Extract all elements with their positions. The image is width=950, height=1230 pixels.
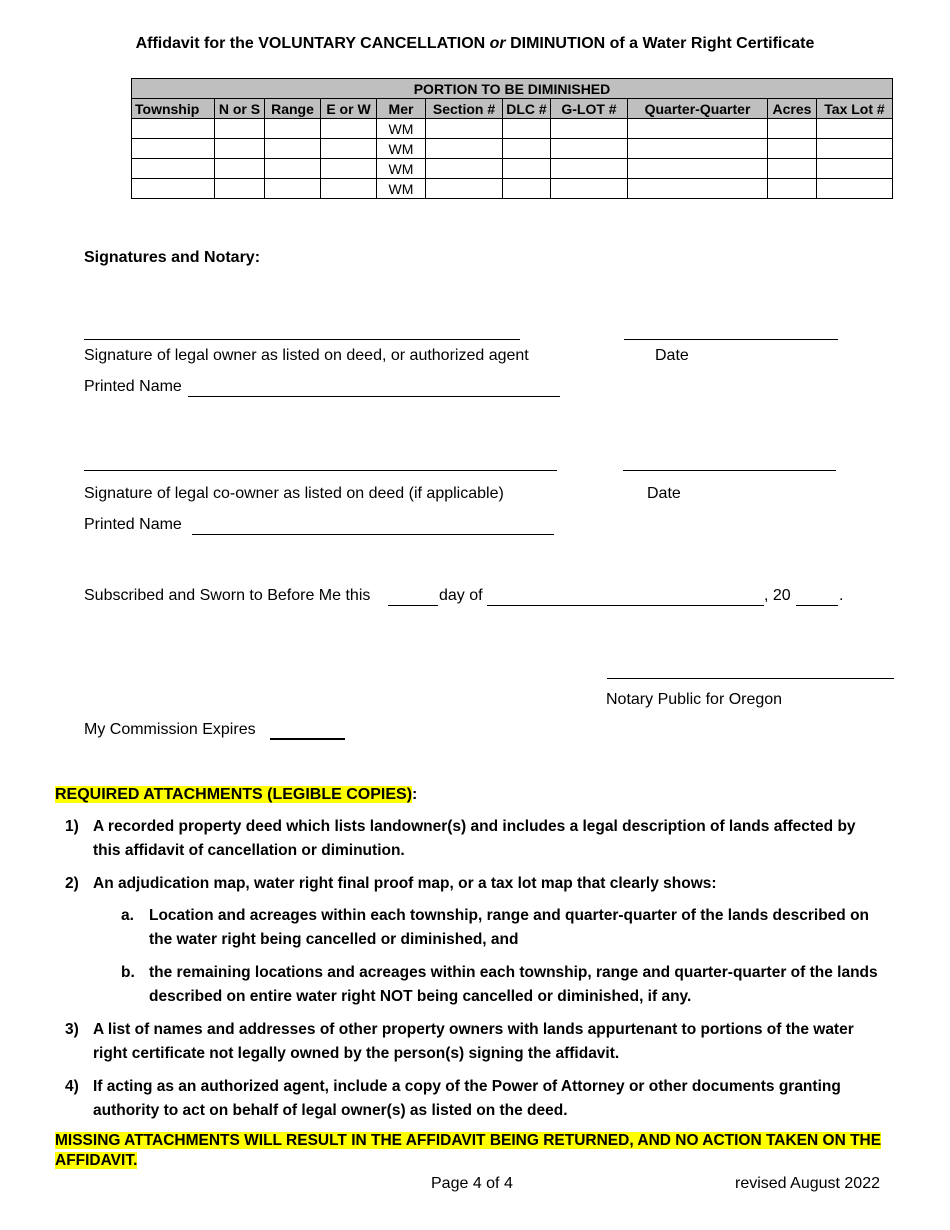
cell-quarter-quarter[interactable] — [628, 179, 768, 199]
sworn-day-line[interactable] — [388, 605, 438, 606]
cell-tax-lot[interactable] — [817, 179, 893, 199]
list-item: b. the remaining locations and acreages within each township, range and quarter-quarter of the lands described on entire water right NOT being cancelled or diminished, if any. — [121, 964, 878, 1005]
coowner-date-line[interactable] — [623, 470, 836, 471]
attachments-list — [55, 815, 885, 1132]
table-row — [132, 159, 893, 179]
cell-n-or-s[interactable] — [215, 119, 265, 139]
coowner-date-label: Date — [647, 485, 681, 502]
coowner-printed-name-line[interactable] — [192, 534, 554, 535]
cell-n-or-s[interactable] — [215, 159, 265, 179]
cell-township[interactable] — [132, 119, 215, 139]
page-number: Page 4 of 4 — [431, 1175, 513, 1192]
col-mer: Mer — [377, 99, 426, 119]
cell-quarter-quarter[interactable] — [628, 159, 768, 179]
sworn-day-of: day of — [439, 587, 483, 604]
cell-range[interactable] — [265, 139, 321, 159]
cell-range[interactable] — [265, 119, 321, 139]
signatures-heading: Signatures and Notary: — [84, 249, 261, 266]
col-range: Range — [265, 99, 321, 119]
cell-mer: WM — [377, 179, 426, 199]
col-quarter-quarter: Quarter-Quarter — [628, 99, 768, 119]
portion-table — [131, 78, 893, 199]
col-acres: Acres — [768, 99, 817, 119]
cell-glot[interactable] — [551, 179, 628, 199]
cell-mer: WM — [377, 159, 426, 179]
col-tax-lot: Tax Lot # — [817, 99, 893, 119]
col-n-or-s: N or S — [215, 99, 265, 119]
coowner-signature-line[interactable] — [84, 470, 557, 471]
sworn-text: Subscribed and Sworn to Before Me this — [84, 587, 371, 604]
owner-date-label: Date — [655, 347, 689, 364]
cell-acres[interactable] — [768, 139, 817, 159]
cell-e-or-w[interactable] — [321, 119, 377, 139]
cell-township[interactable] — [132, 159, 215, 179]
table-caption: PORTION TO BE DIMINISHED — [132, 79, 893, 99]
sworn-period: . — [839, 587, 844, 604]
sworn-year-label: , 20 — [764, 587, 791, 604]
list-item: 2) An adjudication map, water right final proof map, or a tax lot map that clearly shows: a. Location and acreages within each township, range and quarter-quarter of the lands described on the water right being cancelled or diminished, and b. the remaining locations and acreages within each township, range and quarter-quarter of the lands described on entire water right NOT being cancelled or diminished, if any. — [55, 872, 885, 1009]
cell-glot[interactable] — [551, 119, 628, 139]
cell-glot[interactable] — [551, 139, 628, 159]
document-title: Affidavit for the VOLUNTARY CANCELLATION or DIMINUTION of a Water Right Certificate — [135, 35, 815, 52]
col-township: Township — [132, 99, 215, 119]
cell-section[interactable] — [426, 179, 503, 199]
cell-mer: WM — [377, 139, 426, 159]
owner-date-line[interactable] — [624, 339, 838, 340]
table-row — [132, 119, 893, 139]
commission-line[interactable] — [270, 738, 345, 740]
missing-attachments-warning: MISSING ATTACHMENTS WILL RESULT IN THE AFFIDAVIT BEING RETURNED, AND NO ACTION TAKEN ON THE AFFIDAVIT. — [55, 1132, 882, 1169]
cell-section[interactable] — [426, 119, 503, 139]
revision-date: revised August 2022 — [735, 1175, 880, 1192]
notary-signature-line[interactable] — [607, 678, 894, 679]
coowner-signature-label: Signature of legal co-owner as listed on deed (if applicable) — [84, 485, 504, 502]
cell-e-or-w[interactable] — [321, 139, 377, 159]
table-row — [132, 179, 893, 199]
cell-township[interactable] — [132, 139, 215, 159]
cell-tax-lot[interactable] — [817, 159, 893, 179]
cell-dlc[interactable] — [503, 139, 551, 159]
col-dlc: DLC # — [503, 99, 551, 119]
cell-dlc[interactable] — [503, 119, 551, 139]
cell-range[interactable] — [265, 159, 321, 179]
cell-acres[interactable] — [768, 159, 817, 179]
cell-acres[interactable] — [768, 179, 817, 199]
table-row — [132, 139, 893, 159]
cell-section[interactable] — [426, 139, 503, 159]
cell-dlc[interactable] — [503, 179, 551, 199]
owner-signature-line[interactable] — [84, 339, 520, 340]
owner-printed-name-label: Printed Name — [84, 378, 182, 395]
list-item: 4) If acting as an authorized agent, include a copy of the Power of Attorney or other documents granting authority to act on behalf of legal owner(s) as listed on the deed. — [65, 1078, 841, 1119]
cell-quarter-quarter[interactable] — [628, 119, 768, 139]
list-item: 3) A list of names and addresses of other property owners with lands appurtenant to portions of the water right certificate not legally owned by the person(s) signing the affidavit. — [65, 1021, 854, 1062]
commission-label: My Commission Expires — [84, 721, 256, 738]
cell-e-or-w[interactable] — [321, 179, 377, 199]
sworn-month-line[interactable] — [487, 605, 764, 606]
notary-label: Notary Public for Oregon — [606, 691, 783, 708]
col-glot: G-LOT # — [551, 99, 628, 119]
list-item: 1) A recorded property deed which lists landowner(s) and includes a legal description of lands affected by this affidavit of cancellation or diminution. — [65, 818, 856, 859]
cell-tax-lot[interactable] — [817, 119, 893, 139]
sworn-year-line[interactable] — [796, 605, 838, 606]
cell-mer: WM — [377, 119, 426, 139]
coowner-printed-name-label: Printed Name — [84, 516, 182, 533]
owner-printed-name-line[interactable] — [188, 396, 560, 397]
col-e-or-w: E or W — [321, 99, 377, 119]
cell-tax-lot[interactable] — [817, 139, 893, 159]
cell-acres[interactable] — [768, 119, 817, 139]
table-header-row — [132, 99, 893, 119]
cell-township[interactable] — [132, 179, 215, 199]
list-item: a. Location and acreages within each township, range and quarter-quarter of the lands described on the water right being cancelled or diminished, and — [121, 907, 870, 948]
cell-section[interactable] — [426, 159, 503, 179]
cell-glot[interactable] — [551, 159, 628, 179]
cell-dlc[interactable] — [503, 159, 551, 179]
cell-quarter-quarter[interactable] — [628, 139, 768, 159]
cell-n-or-s[interactable] — [215, 139, 265, 159]
attachments-sublist — [93, 904, 885, 1009]
cell-n-or-s[interactable] — [215, 179, 265, 199]
cell-range[interactable] — [265, 179, 321, 199]
col-section: Section # — [426, 99, 503, 119]
cell-e-or-w[interactable] — [321, 159, 377, 179]
owner-signature-label: Signature of legal owner as listed on deed, or authorized agent — [84, 347, 529, 364]
attachments-heading: REQUIRED ATTACHMENTS (LEGIBLE COPIES): — [55, 786, 418, 803]
